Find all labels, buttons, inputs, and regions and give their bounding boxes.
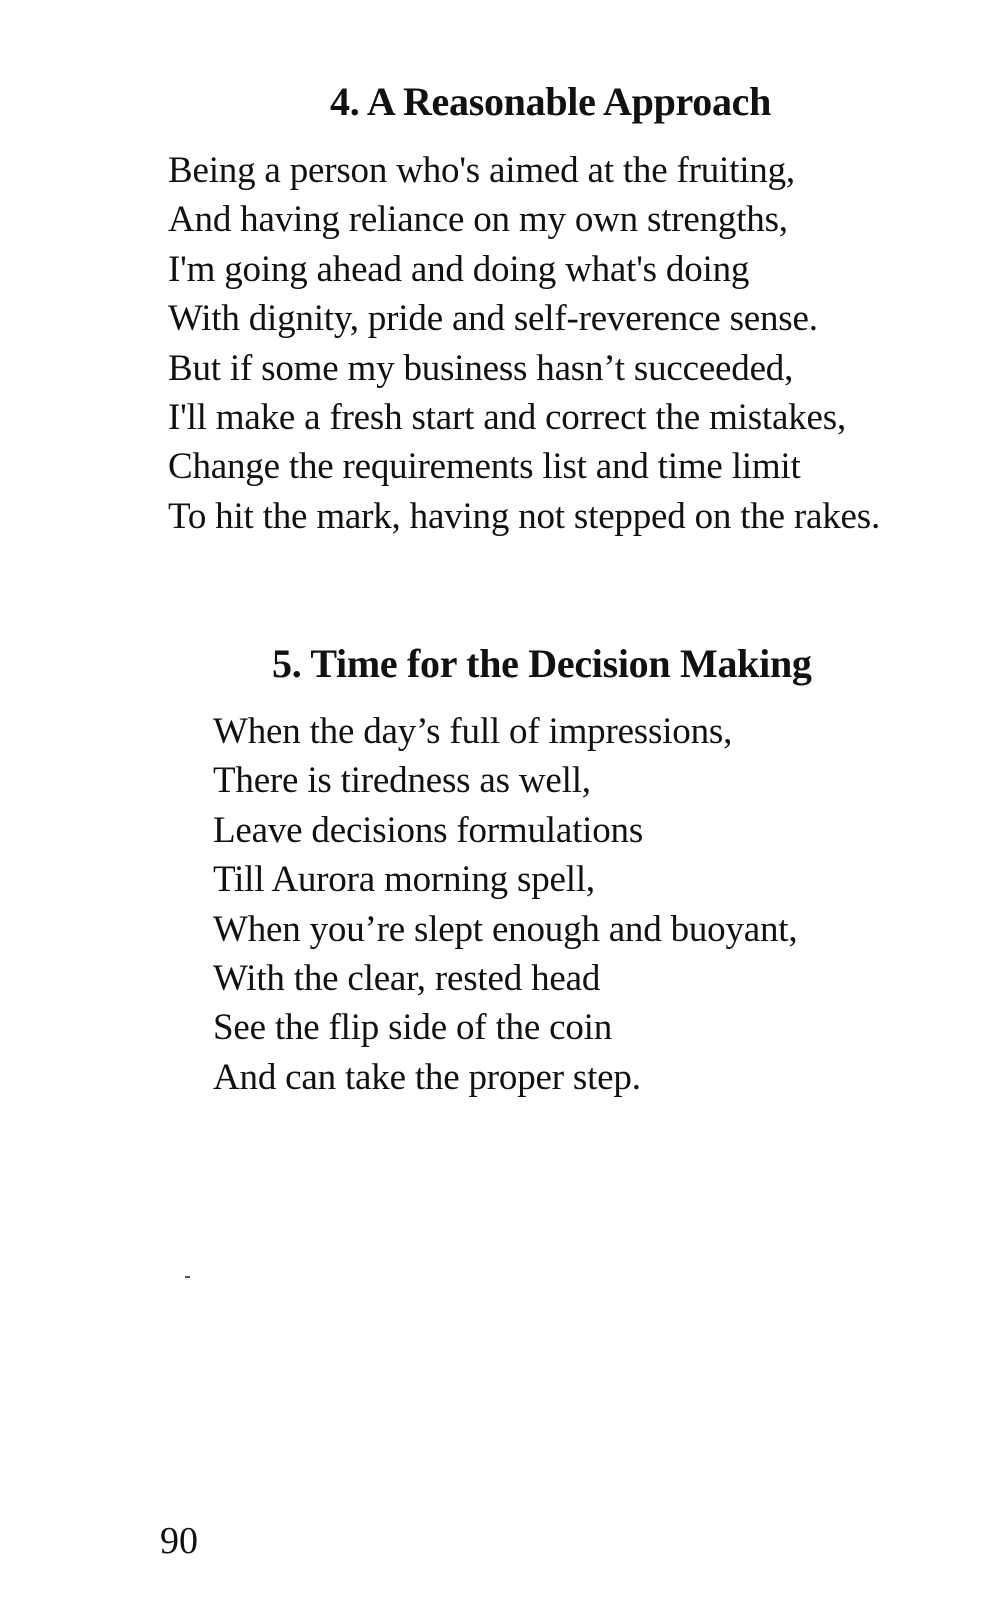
poem-line: With the clear, rested head [213,958,601,1000]
poem-line: With dignity, pride and self-reverence sense. [168,298,818,340]
poem-line: And can take the proper step. [213,1056,641,1098]
poem-line: Till Aurora morning spell, [213,859,595,901]
poem-stanza-reasonable-approach [168,146,880,541]
poem-line: To hit the mark, having not stepped on the rakes. [168,495,881,537]
poem-line: Leave decisions formulations [213,809,644,851]
poem-line: But if some my business hasn’t succeeded, [168,347,794,389]
poem-line: Change the requirements list and time limit [168,446,801,488]
poem-line: There is tiredness as well, [213,760,591,802]
poem-line: See the flip side of the coin [213,1007,613,1049]
print-speck [185,1276,190,1278]
poem-line: Being a person who's aimed at the fruiting, [168,150,795,191]
poem-line: When the day’s full of impressions, [213,711,733,752]
poem-line: I'm going ahead and doing what's doing [168,248,750,290]
poem-title-reasonable-approach: 4. A Reasonable Approach [330,79,772,124]
poem-line: And having reliance on my own strengths, [168,199,788,241]
poem-title-decision-making: 5. Time for the Decision Making [272,641,812,686]
poem-stanza-decision-making [213,707,797,1102]
poem-line: When you’re slept enough and buoyant, [213,908,798,950]
page-number: 90 [160,1520,198,1562]
poem-line: I'll make a fresh start and correct the mistakes, [168,397,847,439]
